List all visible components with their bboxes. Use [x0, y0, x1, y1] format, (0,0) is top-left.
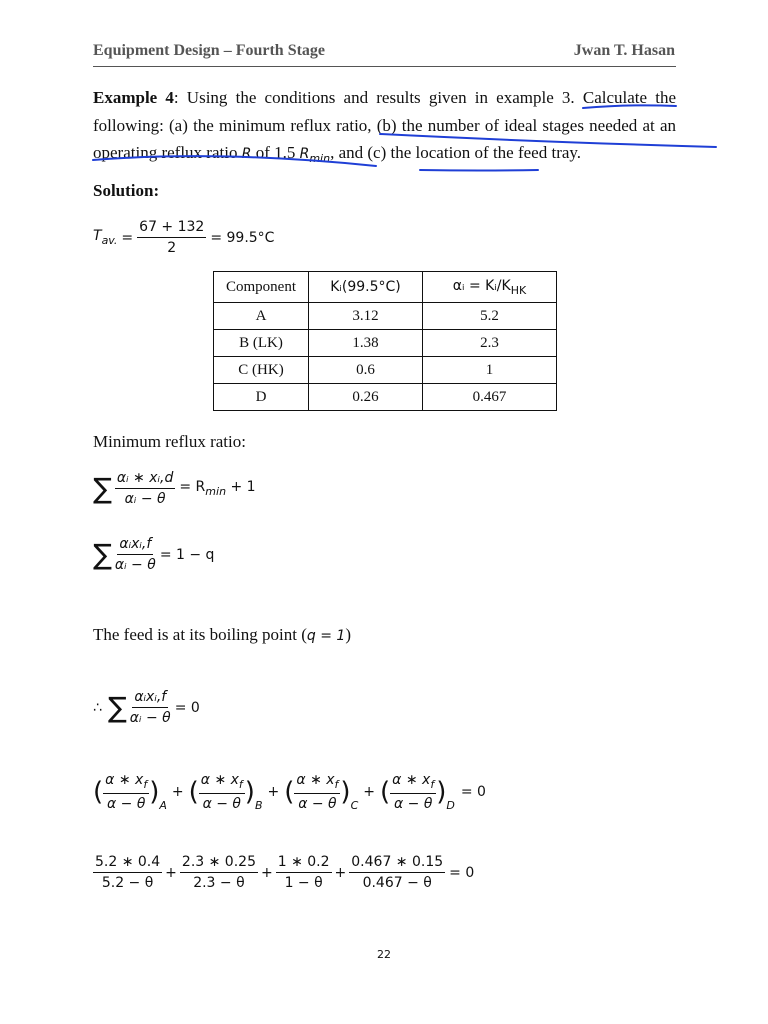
term-D: ( $\frac{\alpha ∗ x_f}{\alpha - \theta}$ ) $_D$	[380, 772, 455, 812]
numeric-term-1: $\frac{5.2 ∗ 0.4}{5.2 - \theta}$	[95, 854, 161, 891]
table-cell: 1	[423, 357, 557, 384]
term-C: ( $\frac{\alpha ∗ x_f}{\alpha - \theta}$ ) $_C$	[284, 772, 359, 812]
example-line-1-text: : Using the conditions and results given in example 3. Calculate the	[173, 88, 676, 107]
plus-sign: +	[171, 783, 184, 800]
underline-feed-tray	[420, 170, 538, 171]
table-header-component: Component	[214, 272, 309, 303]
numeric-term-2: $\frac{2.3 ∗ 0.25}{2.3 - \theta}$	[181, 854, 256, 891]
example-line-3	[93, 139, 676, 167]
tav-lhs: $T_{av.}$	[93, 228, 118, 247]
table-cell: A	[214, 303, 309, 330]
sigma-symbol: ∑	[93, 538, 112, 571]
sigma-symbol: ∑	[107, 691, 127, 724]
table-row	[214, 384, 557, 411]
eq3-rhs: = 0	[174, 699, 200, 716]
eq3-fraction: $\frac{\text{αᵢxᵢ,f}}{\text{αᵢ − θ}}$	[129, 689, 171, 726]
table-header-alpha: αᵢ = $Kᵢ/K_{HK}$	[423, 272, 557, 303]
plus-sign: +	[165, 864, 177, 881]
boiling-point-text: The feed is at its boiling point (q = 1)	[93, 625, 351, 644]
example-line-2: following: (a) the minimum reflux ratio, (b) the number of ideal stages needed at an	[93, 115, 676, 135]
table-cell: D	[214, 384, 309, 411]
tav-rhs: = 99.5°C	[210, 229, 275, 246]
symbol-Rmin: $R_{min}$	[299, 146, 331, 165]
table-cell: 3.12	[309, 303, 423, 330]
page-number: 22	[377, 948, 391, 961]
plus-sign: +	[334, 864, 347, 881]
plus-sign: +	[260, 864, 273, 881]
eq4-rhs: = 0	[460, 783, 486, 800]
underwood-equation-1	[93, 470, 256, 507]
numeric-term-3: $\frac{1 ∗ 0.2}{1 - \theta}$	[277, 854, 330, 891]
plus-sign: +	[363, 783, 375, 800]
therefore-symbol: ∴	[93, 699, 102, 716]
table-header-row	[214, 272, 557, 303]
eq2-fraction: $\frac{\text{αᵢxᵢ,f}}{\text{αᵢ − θ}}$	[114, 536, 156, 573]
table-header-k: Kᵢ(99.5°C)	[309, 272, 423, 303]
example-line-1	[93, 84, 676, 112]
eq1-rhs: = $R_{min} + 1$	[179, 479, 256, 498]
table-cell: 0.26	[309, 384, 423, 411]
table-row	[214, 330, 557, 357]
eq1-fraction: $\frac{\text{αᵢ ∗ xᵢ,d}}{\text{αᵢ − θ}}$	[116, 470, 174, 507]
eq2-rhs: = 1 − q	[159, 546, 215, 563]
table-cell: 1.38	[309, 330, 423, 357]
header-divider	[93, 66, 676, 67]
underwood-equation-2	[93, 536, 214, 573]
header-left: Equipment Design – Fourth Stage	[93, 42, 326, 59]
tav-fraction: $\frac{67 + 132}{2}$	[139, 219, 205, 256]
tav-equation: $T_{av.}$ = $\frac{67 + 132}{2}$ = 99.5°C	[93, 219, 275, 256]
numeric-sum-equation	[93, 854, 474, 891]
k-values-table	[213, 271, 557, 411]
numeric-term-4: $\frac{0.467 ∗ 0.15}{0.467 - \theta}$	[351, 854, 444, 891]
table-cell: 2.3	[423, 330, 557, 357]
term-A: ( $\frac{\alpha ∗ x_f}{\alpha - \theta}$ ) $_A$	[93, 772, 167, 812]
sigma-symbol: ∑	[93, 472, 112, 505]
symbol-R: R	[241, 146, 252, 162]
underwood-equation-3	[93, 689, 200, 726]
component-sum-equation	[93, 772, 486, 812]
min-reflux-label: Minimum reflux ratio:	[93, 432, 246, 451]
example-line-3-c: , and (c) the location of the feed tray.	[330, 143, 582, 162]
example-line-3-b: of 1.5	[255, 143, 296, 162]
table-cell: B (LK)	[214, 330, 309, 357]
header-right: Jwan T. Hasan	[573, 42, 675, 59]
eq5-rhs: = 0	[449, 864, 475, 881]
plus-sign: +	[267, 783, 280, 800]
example-paragraph	[93, 84, 676, 167]
table-cell: C (HK)	[214, 357, 309, 384]
table-row	[214, 303, 557, 330]
solution-heading: Solution:	[93, 181, 160, 200]
example-label: Example 4	[93, 88, 174, 107]
table-cell: 0.6	[309, 357, 423, 384]
term-B: ( $\frac{\alpha ∗ x_f}{\alpha - \theta}$ ) $_B$	[188, 772, 263, 812]
example-line-3-a: operating reflux ratio	[93, 143, 238, 162]
table-cell: 5.2	[423, 303, 557, 330]
q-value: q = 1	[306, 628, 346, 644]
table-row	[214, 357, 557, 384]
table-cell: 0.467	[423, 384, 557, 411]
